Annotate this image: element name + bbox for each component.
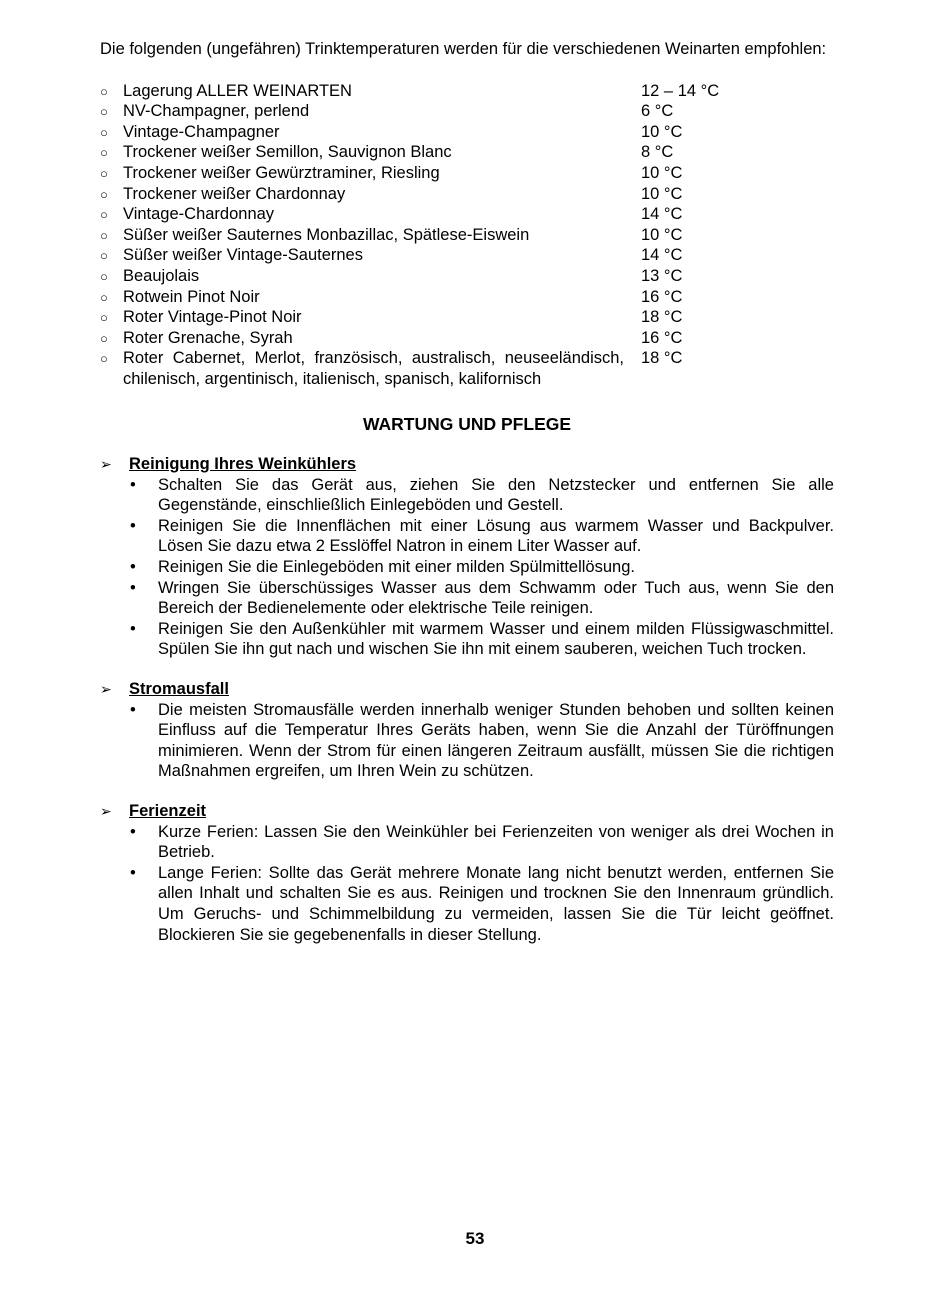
- bullet-dot-icon: •: [130, 578, 136, 597]
- temperature-row: [100, 328, 834, 349]
- circle-bullet-icon: ○: [100, 227, 108, 243]
- temperature-value: 12 – 14 °C: [641, 81, 720, 100]
- temperature-value: 6 °C: [641, 102, 674, 121]
- bullet-list: [100, 822, 834, 946]
- temperature-value: 10 °C: [641, 225, 683, 244]
- temperature-value: 14 °C: [641, 246, 683, 265]
- temperature-row: [100, 81, 834, 102]
- circle-bullet-icon: ○: [100, 289, 108, 305]
- wine-type: Süßer weißer Vintage-Sauternes: [123, 246, 363, 265]
- section-title: Reinigung Ihres Weinkühlers: [129, 455, 357, 474]
- bullet-list: [100, 700, 834, 782]
- temperature-value: 8 °C: [641, 143, 674, 162]
- temperature-row: [100, 163, 834, 184]
- section-title: Stromausfall: [129, 680, 229, 699]
- temperature-row: [100, 204, 834, 225]
- bullet-item: [100, 557, 834, 578]
- temperature-value: 13 °C: [641, 266, 683, 285]
- wine-type: Vintage-Champagner: [123, 122, 280, 141]
- temperature-value: 10 °C: [641, 163, 683, 182]
- temperature-row: [100, 184, 834, 205]
- temperature-list: [100, 81, 834, 390]
- bullet-item: [100, 619, 834, 660]
- wine-type: Trockener weißer Gewürztraminer, Riesling: [123, 163, 440, 182]
- wine-type: Roter Vintage-Pinot Noir: [123, 308, 302, 327]
- wine-type: NV-Champagner, perlend: [123, 102, 310, 121]
- circle-bullet-icon: ○: [100, 104, 108, 120]
- circle-bullet-icon: ○: [100, 351, 108, 367]
- temperature-row: [100, 142, 834, 163]
- bullet-item: [100, 700, 834, 782]
- section-vacation: [100, 801, 834, 945]
- circle-bullet-icon: ○: [100, 83, 108, 99]
- bullet-text: Lange Ferien: Sollte das Gerät mehrere Monate lang nicht benutzt werden, entfernen Sie allen Inhalt und schalten Sie es aus. Reinigen und trocknen Sie den Innenraum gründlich. Um Geruchs- und Schimmelbildung zu vermeiden, lassen Sie die Tür leicht geöffnet. Blockieren Sie sie gegebenenfalls in dieser Stellung.: [158, 863, 834, 944]
- temperature-value: 14 °C: [641, 205, 683, 224]
- bullet-dot-icon: •: [130, 863, 136, 882]
- wine-type: Trockener weißer Chardonnay: [123, 184, 346, 203]
- section-header: [100, 801, 834, 822]
- temperature-value: 18 °C: [641, 308, 683, 327]
- temperature-row: [100, 287, 834, 308]
- section-header: [100, 454, 834, 475]
- arrow-bullet-icon: ➢: [100, 681, 112, 698]
- bullet-text: Reinigen Sie den Außenkühler mit warmem Wasser und einem milden Flüssigwaschmittel. Spülen Sie ihn gut nach und wischen Sie ihn mit einem sauberen, weichen Tuch trocken.: [158, 619, 834, 659]
- wine-type: Lagerung ALLER WEINARTEN: [123, 81, 352, 100]
- section-title: Ferienzeit: [129, 802, 207, 820]
- temperature-row: [100, 122, 834, 143]
- circle-bullet-icon: ○: [100, 186, 108, 202]
- circle-bullet-icon: ○: [100, 124, 108, 140]
- bullet-item: [100, 578, 834, 619]
- bullet-text: Schalten Sie das Gerät aus, ziehen Sie den Netzstecker und entfernen Sie alle Gegenstände, einschließlich Einlegeböden und Gestell.: [158, 475, 834, 515]
- temperature-row: [100, 245, 834, 266]
- intro-paragraph: Die folgenden (ungefähren) Trinktemperaturen werden für die verschiedenen Weinarten empfohlen:: [100, 40, 827, 58]
- temperature-row: [100, 101, 834, 122]
- bullet-text: Reinigen Sie die Einlegeböden mit einer milden Spülmittellösung.: [158, 558, 635, 577]
- bullet-dot-icon: •: [130, 516, 136, 535]
- section-cleaning: [100, 454, 834, 660]
- bullet-dot-icon: •: [130, 558, 136, 577]
- temperature-row: [100, 307, 834, 328]
- bullet-item: [100, 822, 834, 863]
- bullet-dot-icon: •: [130, 822, 136, 841]
- section-heading: WARTUNG UND PFLEGE: [362, 413, 572, 434]
- wine-type: Vintage-Chardonnay: [123, 205, 275, 224]
- wine-type: Trockener weißer Semillon, Sauvignon Blanc: [123, 143, 452, 162]
- circle-bullet-icon: ○: [100, 268, 108, 284]
- temperature-row: [100, 348, 834, 389]
- bullet-item: [100, 516, 834, 557]
- arrow-bullet-icon: ➢: [100, 803, 112, 819]
- temperature-value: 16 °C: [641, 328, 683, 347]
- bullet-text: Wringen Sie überschüssiges Wasser aus dem Schwamm oder Tuch aus, wenn Sie den Bereich der Bedienelemente oder elektrische Teile reinigen.: [158, 578, 834, 618]
- bullet-dot-icon: •: [130, 475, 136, 494]
- section-header: [100, 679, 834, 700]
- temperature-value: 16 °C: [641, 287, 683, 306]
- bullet-item: [100, 863, 834, 945]
- circle-bullet-icon: ○: [100, 207, 108, 223]
- temperature-row: [100, 266, 834, 287]
- temperature-value: 10 °C: [641, 122, 683, 141]
- wine-type: Süßer weißer Sauternes Monbazillac, Spätlese-Eiswein: [123, 225, 530, 244]
- bullet-item: [100, 475, 834, 516]
- circle-bullet-icon: ○: [100, 145, 108, 161]
- wine-type: Rotwein Pinot Noir: [123, 287, 260, 306]
- document-page: [100, 39, 834, 964]
- temperature-value: 10 °C: [641, 184, 683, 203]
- temperature-row: [100, 225, 834, 246]
- temperature-value: 18 °C: [641, 349, 683, 368]
- wine-type: Roter Cabernet, Merlot, französisch, australisch, neuseeländisch, chilenisch, argentinisch, italienisch, spanisch, kalifornisch: [123, 349, 624, 388]
- section-power-failure: [100, 679, 834, 782]
- wine-type: Roter Grenache, Syrah: [123, 328, 293, 347]
- circle-bullet-icon: ○: [100, 248, 108, 264]
- circle-bullet-icon: ○: [100, 310, 108, 326]
- page-number: 53: [465, 1229, 485, 1248]
- bullet-dot-icon: •: [130, 700, 136, 719]
- circle-bullet-icon: ○: [100, 330, 108, 346]
- bullet-text: Kurze Ferien: Lassen Sie den Weinkühler bei Ferienzeiten von weniger als drei Wochen in Betrieb.: [158, 822, 834, 862]
- circle-bullet-icon: ○: [100, 165, 108, 181]
- arrow-bullet-icon: ➢: [100, 456, 112, 473]
- bullet-dot-icon: •: [130, 619, 136, 638]
- bullet-text: Die meisten Stromausfälle werden innerhalb weniger Stunden behoben und sollten keinen Einfluss auf die Temperatur Ihres Geräts haben, wenn Sie die Anzahl der Türöffnungen minimieren. Wenn der Strom für einen längeren Zeitraum ausfällt, müssen Sie die richtigen Maßnahmen ergreifen, um Ihren Wein zu schützen.: [158, 700, 834, 781]
- bullet-text: Reinigen Sie die Innenflächen mit einer Lösung aus warmem Wasser und Backpulver. Lösen Sie dazu etwa 2 Esslöffel Natron in einem Liter Wasser auf.: [158, 516, 834, 556]
- wine-type: Beaujolais: [123, 266, 200, 285]
- bullet-list: [100, 475, 834, 660]
